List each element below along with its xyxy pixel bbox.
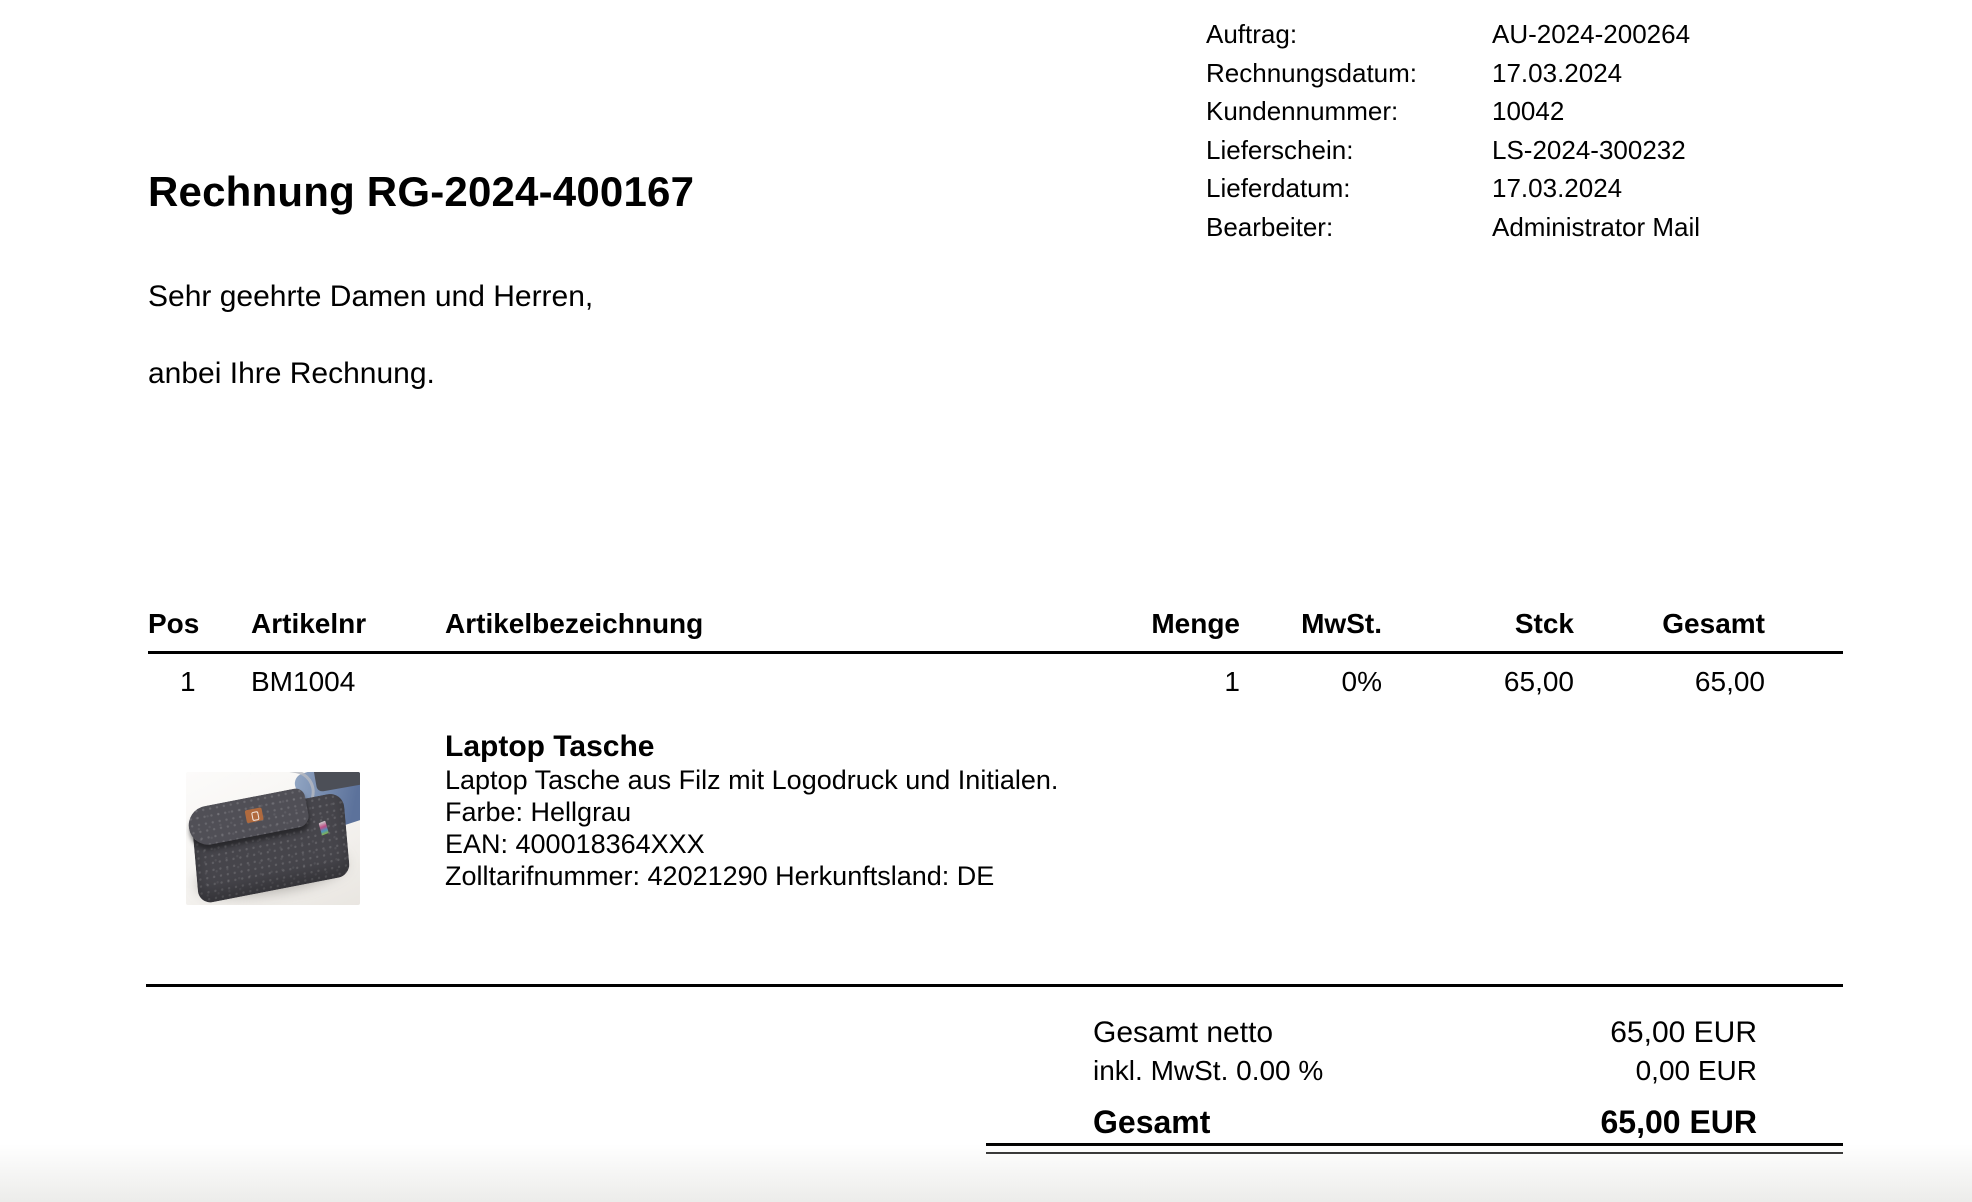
- totals-vat-label: inkl. MwSt. 0.00 %: [1093, 1055, 1324, 1086]
- table-row: [148, 666, 1843, 698]
- header-cell-pos: Pos: [148, 608, 200, 639]
- cell-gesamt: 65,00: [1694, 666, 1765, 697]
- page-title: Rechnung RG-2024-400167: [148, 168, 695, 215]
- totals-net-value: 65,00 EUR: [1610, 1016, 1757, 1049]
- product-photo: [186, 772, 360, 905]
- totals-net-label: Gesamt netto: [1093, 1016, 1274, 1049]
- product-desc-line: Laptop Tasche aus Filz mit Logodruck und Initialen.: [445, 765, 1059, 795]
- greeting-line-1: Sehr geehrte Damen und Herren,: [148, 280, 594, 313]
- meta-label-lieferdatum: Lieferdatum:: [1206, 173, 1351, 203]
- cell-stck: 65,00: [1503, 666, 1574, 697]
- meta-label-auftrag: Auftrag:: [1206, 19, 1298, 49]
- meta-value-lieferdatum: 17.03.2024: [1492, 173, 1623, 203]
- totals-top-rule: [146, 984, 1843, 987]
- sleeve-brand-logo: [319, 821, 329, 836]
- meta-label-rechnungsdatum: Rechnungsdatum:: [1206, 57, 1418, 88]
- header-cell-artikelnr: Artikelnr: [251, 608, 367, 639]
- meta-label-kundennummer: Kundennummer:: [1206, 96, 1399, 126]
- meta-label-bearbeiter: Bearbeiter:: [1206, 211, 1334, 242]
- greeting-line-2: anbei Ihre Rechnung.: [148, 357, 435, 390]
- meta-value-rechnungsdatum: 17.03.2024: [1492, 57, 1623, 88]
- product-customs-line: Zolltarifnummer: 42021290 Herkunftsland: DE: [445, 861, 995, 891]
- cell-pos: 1: [180, 666, 196, 697]
- totals-grand-label: Gesamt: [1093, 1104, 1211, 1140]
- patch-initials-glyph: [251, 811, 260, 821]
- header-cell-stck: Stck: [1514, 608, 1574, 639]
- meta-label-lieferschein: Lieferschein:: [1206, 134, 1354, 165]
- product-color-line: Farbe: Hellgrau: [445, 797, 632, 827]
- header-cell-gesamt: Gesamt: [1662, 608, 1765, 639]
- page-bottom-edge-fade: [0, 1144, 1972, 1202]
- product-ean-line: EAN: 400018364XXX: [445, 829, 705, 859]
- items-table-header: [148, 608, 1843, 640]
- cell-artikelnr: BM1004: [251, 666, 356, 697]
- product-description: [445, 764, 1058, 892]
- meta-value-bearbeiter: Administrator Mail: [1492, 211, 1701, 242]
- header-cell-mwst: MwSt.: [1301, 608, 1382, 639]
- table-header-rule: [148, 651, 1843, 654]
- totals-vat-value: 0,00 EUR: [1635, 1055, 1757, 1086]
- product-name: Laptop Tasche: [445, 730, 655, 763]
- meta-value-lieferschein: LS-2024-300232: [1492, 134, 1686, 165]
- header-cell-menge: Menge: [1151, 608, 1240, 639]
- cell-menge: 1: [1224, 666, 1240, 697]
- invoice-meta-block: [1206, 15, 1700, 246]
- sleeve-orange-logo-patch: [245, 807, 264, 823]
- cell-bezeichnung: [445, 666, 1090, 698]
- meta-value-kundennummer: 10042: [1492, 96, 1565, 126]
- cell-mwst: 0%: [1341, 666, 1382, 697]
- totals-grand-value: 65,00 EUR: [1600, 1104, 1757, 1140]
- meta-value-auftrag: AU-2024-200264: [1492, 19, 1691, 49]
- header-cell-bezeichnung: Artikelbezeichnung: [445, 608, 704, 639]
